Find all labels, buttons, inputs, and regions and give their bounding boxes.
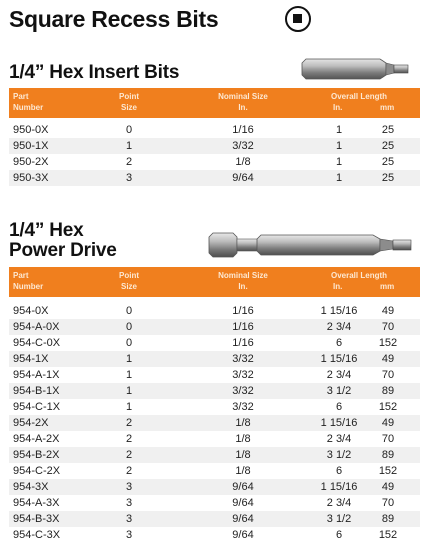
point-size-cell: 3 xyxy=(125,481,133,493)
nominal-size-cell: 1/16 xyxy=(232,124,254,136)
nominal-size-cell: 3/32 xyxy=(232,385,254,397)
nominal-size-cell: 9/64 xyxy=(232,529,254,541)
part-number-cell: 950-3X xyxy=(13,172,49,184)
overall-length-mm-cell: 70 xyxy=(381,369,395,381)
overall-length-in-cell: 6 xyxy=(335,337,343,349)
header-overall-mm: mm xyxy=(380,103,395,112)
section-title-line: 1/4” Hex xyxy=(9,220,84,241)
point-size-cell: 1 xyxy=(125,385,133,397)
header-number: Number xyxy=(13,282,44,291)
overall-length-mm-cell: 89 xyxy=(381,513,395,525)
nominal-size-cell: 3/32 xyxy=(232,369,254,381)
part-number-cell: 954-1X xyxy=(13,353,49,365)
table-row xyxy=(9,351,420,367)
nominal-size-cell: 1/16 xyxy=(232,321,254,333)
nominal-size-cell: 1/8 xyxy=(235,156,251,168)
part-number-cell: 954-A-2X xyxy=(13,433,60,445)
overall-length-mm-cell: 89 xyxy=(381,385,395,397)
page-title: Square Recess Bits xyxy=(9,6,219,32)
point-size-cell: 3 xyxy=(125,513,133,525)
overall-length-mm-cell: 25 xyxy=(381,172,395,184)
point-size-cell: 3 xyxy=(125,172,133,184)
header-nominal-unit: In. xyxy=(238,103,248,112)
part-number-cell: 954-C-1X xyxy=(13,401,61,413)
overall-length-in-cell: 1 xyxy=(335,156,343,168)
part-number-cell: 954-2X xyxy=(13,417,49,429)
header-overall: Overall Length xyxy=(331,271,388,280)
part-number-cell: 954-0X xyxy=(13,305,49,317)
part-number-cell: 954-3X xyxy=(13,481,49,493)
nominal-size-cell: 9/64 xyxy=(232,481,254,493)
overall-length-in-cell: 2 3/4 xyxy=(326,321,352,333)
header-part: Part xyxy=(13,271,29,280)
overall-length-in-cell: 6 xyxy=(335,465,343,477)
header-point: Point xyxy=(119,271,139,280)
header-nominal-unit: In. xyxy=(238,282,248,291)
overall-length-in-cell: 1 xyxy=(335,172,343,184)
nominal-size-cell: 1/8 xyxy=(235,465,251,477)
point-size-cell: 2 xyxy=(125,156,133,168)
section-title-insert-bits xyxy=(9,63,179,83)
point-size-cell: 1 xyxy=(125,353,133,365)
overall-length-mm-cell: 25 xyxy=(381,124,395,136)
part-number-cell: 954-C-2X xyxy=(13,465,61,477)
nominal-size-cell: 9/64 xyxy=(232,172,254,184)
overall-length-in-cell: 1 xyxy=(335,124,343,136)
power-drive-bit-image xyxy=(205,226,427,264)
overall-length-mm-cell: 49 xyxy=(381,481,395,493)
overall-length-in-cell: 3 1/2 xyxy=(326,449,352,461)
overall-length-mm-cell: 25 xyxy=(381,156,395,168)
table-row xyxy=(9,399,420,415)
overall-length-in-cell: 2 3/4 xyxy=(326,497,352,509)
header-overall: Overall Length xyxy=(331,92,388,101)
point-size-cell: 1 xyxy=(125,369,133,381)
table-row xyxy=(9,463,420,479)
overall-length-in-cell: 6 xyxy=(335,529,343,541)
nominal-size-cell: 1/16 xyxy=(232,337,254,349)
overall-length-mm-cell: 70 xyxy=(381,497,395,509)
overall-length-in-cell: 1 15/16 xyxy=(320,353,358,365)
table-row xyxy=(9,303,420,319)
section-title-line: 1/4” Hex Insert Bits xyxy=(9,62,180,83)
part-number-cell: 950-1X xyxy=(13,140,49,152)
table-row xyxy=(9,138,420,154)
table-row xyxy=(9,431,420,447)
nominal-size-cell: 3/32 xyxy=(232,401,254,413)
table-row xyxy=(9,479,420,495)
table-row xyxy=(9,367,420,383)
header-number: Number xyxy=(13,103,44,112)
overall-length-in-cell: 1 xyxy=(335,140,343,152)
section-title-power-drive xyxy=(9,221,117,261)
nominal-size-cell: 3/32 xyxy=(232,353,254,365)
part-number-cell: 954-B-2X xyxy=(13,449,60,461)
header-overall-in: In. xyxy=(333,282,343,291)
nominal-size-cell: 3/32 xyxy=(232,140,254,152)
overall-length-mm-cell: 152 xyxy=(378,529,398,541)
point-size-cell: 0 xyxy=(125,124,133,136)
table-row xyxy=(9,447,420,463)
point-size-cell: 2 xyxy=(125,433,133,445)
table-row xyxy=(9,415,420,431)
overall-length-mm-cell: 49 xyxy=(381,353,395,365)
point-size-cell: 2 xyxy=(125,417,133,429)
table-header xyxy=(9,88,420,118)
point-size-cell: 0 xyxy=(125,321,133,333)
overall-length-mm-cell: 25 xyxy=(381,140,395,152)
overall-length-mm-cell: 70 xyxy=(381,433,395,445)
square-recess-icon xyxy=(285,6,311,32)
overall-length-in-cell: 3 1/2 xyxy=(326,385,352,397)
nominal-size-cell: 9/64 xyxy=(232,513,254,525)
overall-length-in-cell: 2 3/4 xyxy=(326,369,352,381)
overall-length-in-cell: 1 15/16 xyxy=(320,481,358,493)
overall-length-in-cell: 2 3/4 xyxy=(326,433,352,445)
part-number-cell: 954-C-3X xyxy=(13,529,61,541)
overall-length-mm-cell: 49 xyxy=(381,305,395,317)
nominal-size-cell: 1/16 xyxy=(232,305,254,317)
header-nominal: Nominal Size xyxy=(218,271,268,280)
header-size: Size xyxy=(120,282,137,291)
part-number-cell: 954-A-0X xyxy=(13,321,60,333)
table-row xyxy=(9,154,420,170)
table-row xyxy=(9,335,420,351)
overall-length-mm-cell: 152 xyxy=(378,401,398,413)
overall-length-in-cell: 1 15/16 xyxy=(320,305,358,317)
point-size-cell: 0 xyxy=(125,337,133,349)
section-title-line: Power Drive xyxy=(9,240,117,261)
header-size: Size xyxy=(120,103,137,112)
nominal-size-cell: 1/8 xyxy=(235,417,251,429)
part-number-cell: 954-A-3X xyxy=(13,497,60,509)
part-number-cell: 954-A-1X xyxy=(13,369,60,381)
overall-length-in-cell: 1 15/16 xyxy=(320,417,358,429)
insert-bit-image xyxy=(300,55,424,83)
overall-length-mm-cell: 89 xyxy=(381,449,395,461)
point-size-cell: 1 xyxy=(125,140,133,152)
point-size-cell: 1 xyxy=(125,401,133,413)
point-size-cell: 0 xyxy=(125,305,133,317)
table-row xyxy=(9,383,420,399)
table-row xyxy=(9,122,420,138)
part-number-cell: 954-B-3X xyxy=(13,513,60,525)
overall-length-mm-cell: 70 xyxy=(381,321,395,333)
header-overall-in: In. xyxy=(333,103,343,112)
table-row xyxy=(9,170,420,186)
table-row xyxy=(9,319,420,335)
point-size-cell: 3 xyxy=(125,497,133,509)
overall-length-mm-cell: 49 xyxy=(381,417,395,429)
nominal-size-cell: 1/8 xyxy=(235,449,251,461)
part-number-cell: 950-2X xyxy=(13,156,49,168)
point-size-cell: 3 xyxy=(125,529,133,541)
header-part: Part xyxy=(13,92,29,101)
point-size-cell: 2 xyxy=(125,465,133,477)
nominal-size-cell: 1/8 xyxy=(235,433,251,445)
table-row xyxy=(9,527,420,543)
table-header xyxy=(9,267,420,297)
nominal-size-cell: 9/64 xyxy=(232,497,254,509)
part-number-cell: 954-C-0X xyxy=(13,337,61,349)
point-size-cell: 2 xyxy=(125,449,133,461)
overall-length-mm-cell: 152 xyxy=(378,465,398,477)
overall-length-in-cell: 3 1/2 xyxy=(326,513,352,525)
table-row xyxy=(9,511,420,527)
overall-length-in-cell: 6 xyxy=(335,401,343,413)
table-row xyxy=(9,495,420,511)
header-overall-mm: mm xyxy=(380,282,395,291)
overall-length-mm-cell: 152 xyxy=(378,337,398,349)
header-nominal: Nominal Size xyxy=(218,92,268,101)
part-number-cell: 950-0X xyxy=(13,124,49,136)
part-number-cell: 954-B-1X xyxy=(13,385,60,397)
header-point: Point xyxy=(119,92,139,101)
